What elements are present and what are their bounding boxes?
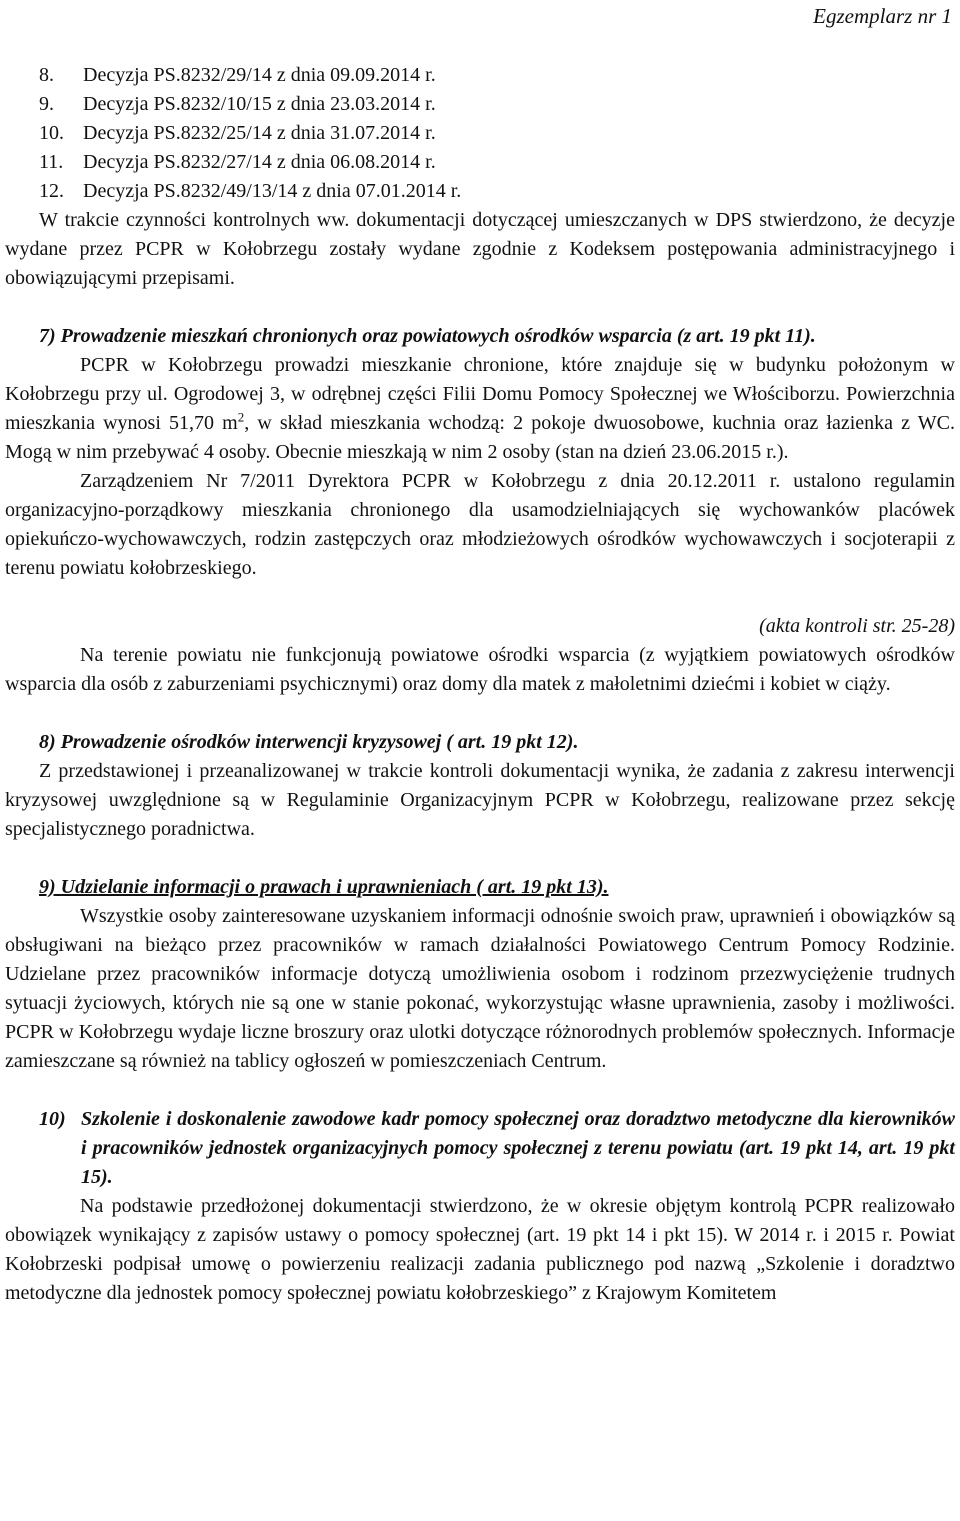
section-10-paragraph-1: Na podstawie przedłożonej dokumentacji stwierdzono, że w okresie objętym kontrolą PCPR realizowało obowiązek wynikający z zapisów ustawy o pomocy społecznej (art. 19 pkt 14 i pkt 15). W 2014 r. i 2015 r. Powiat Kołobrzeski podpisał umowę o powierzeniu realizacji zadania publicznego pod nazwą „Szkolenie i doradztwo metodyczne dla jednostek pomocy społecznej powiatu kołobrzeskiego” z Krajowym Komitetem [5, 1195, 955, 1304]
list-item: 12. Decyzja PS.8232/49/13/14 z dnia 07.01.2014 r. [39, 180, 462, 202]
section-7-paragraph-2: Zarządzeniem Nr 7/2011 Dyrektora PCPR w Kołobrzegu z dnia 20.12.2011 r. ustalono regulamin organizacyjno-porządkowy mieszkania chronionego dla usamodzielniających się wychowanków placówek opiekuńczo-wychowawczych, rodzin zastępczych oraz młodzieżowych ośrodków wychowawczych i socjoterapii z terenu powiatu kołobrzeskiego. [5, 470, 955, 579]
section-8-paragraph-1: Z przedstawionej i przeanalizowanej w trakcie kontroli dokumentacji wynika, że zadania z zakresu interwencji kryzysowej uwzględnione są w Regulaminie Organizacyjnym PCPR w Kołobrzegu, realizowane przez sekcję specjalistycznego poradnictwa. [5, 760, 955, 840]
section-7-paragraph-3: Na terenie powiatu nie funkcjonują powiatowe ośrodki wsparcia (z wyjątkiem powiatowych ośrodków wsparcia dla osób z zaburzeniami psychicznymi) oraz domy dla matek z małoletnimi dziećmi i kobiet w ciąży. [5, 644, 955, 695]
section-9-paragraph-1: Wszystkie osoby zainteresowane uzyskaniem informacji odnośnie swoich praw, uprawnień i obowiązków są obsługiwani na bieżąco przez pracowników w ramach działalności Powiatowego Centrum Pomocy Rodzinie. Udzielane przez pracowników informacje dotyczą umożliwienia osobom i rodzinom przezwyciężenie trudnych sytuacji życiowych, których nie są one w stanie pokonać, wykorzystując własne uprawnienia, zasoby i możliwości. PCPR w Kołobrzegu wydaje liczne broszury oraz ulotki dotyczące różnorodnych problemów społecznych. Informacje zamieszczane są również na tablicy ogłoszeń w pomieszczeniach Centrum. [5, 905, 955, 1072]
list-item: 9. Decyzja PS.8232/10/15 z dnia 23.03.2014 r. [39, 93, 436, 115]
section-9-heading: 9) Udzielanie informacji o prawach i uprawnieniach ( art. 19 pkt 13). [39, 876, 609, 898]
list-item: 8. Decyzja PS.8232/29/14 z dnia 09.09.2014 r. [39, 64, 436, 86]
copy-label: Egzemplarz nr 1 [813, 4, 952, 28]
section-8-heading: 8) Prowadzenie ośrodków interwencji kryzysowej ( art. 19 pkt 12). [39, 731, 579, 753]
document-body [5, 61, 955, 1308]
list-item: 11. Decyzja PS.8232/27/14 z dnia 06.08.2014 r. [39, 151, 436, 173]
control-paragraph: W trakcie czynności kontrolnych ww. dokumentacji dotyczącej umieszczanych w DPS stwierdzono, że decyzje wydane przez PCPR w Kołobrzegu zostały wydane zgodnie z Kodeksem postępowania administracyjnego i obowiązującymi przepisami. [5, 209, 955, 289]
section-7-heading: 7) Prowadzenie mieszkań chronionych oraz powiatowych ośrodków wsparcia (z art. 19 pkt 11). [39, 325, 816, 347]
file-reference: (akta kontroli str. 25-28) [759, 615, 955, 637]
section-7-paragraph-1: PCPR w Kołobrzegu prowadzi mieszkanie chronione, które znajduje się w budynku położonym w Kołobrzegu przy ul. Ogrodowej 3, w odrębnej części Filii Domu Pomocy Społecznej we Włościborzu. Powierzchnia mieszkania wynosi 51,70 $m^2$, w skład mieszkania wchodzą: 2 pokoje dwuosobowe, kuchnia oraz łazienka z WC. Mogą w nim przebywać 4 osoby. Obecnie mieszkają w nim 2 osoby (stan na dzień 23.06.2015 r.). [5, 354, 955, 463]
decision-list [5, 61, 955, 206]
list-item: 10. Decyzja PS.8232/25/14 z dnia 31.07.2014 r. [39, 122, 436, 144]
section-10-heading: 10) Szkolenie i doskonalenie zawodowe kadr pomocy społecznej oraz doradztwo metodyczne dla kierowników i pracowników jednostek organizacyjnych pomocy społecznej z terenu powiatu (art. 19 pkt 14, art. 19 pkt 15). [39, 1108, 955, 1188]
